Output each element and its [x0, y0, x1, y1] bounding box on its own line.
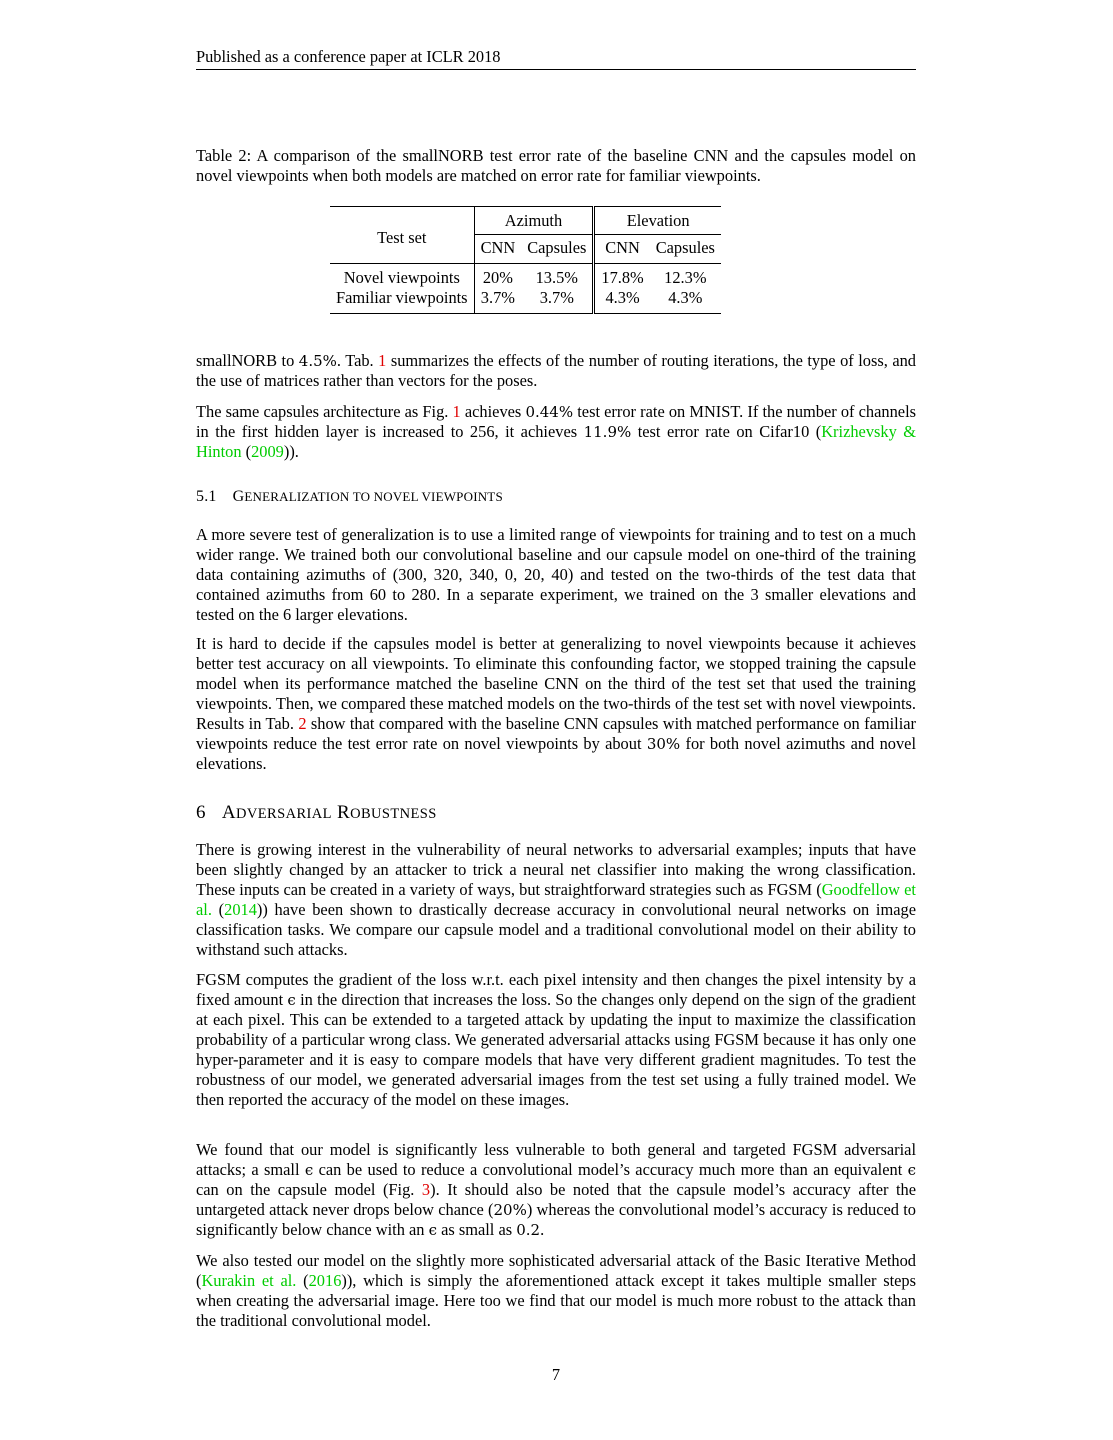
table-group-elevation: Elevation — [594, 207, 721, 235]
table-row — [330, 288, 721, 314]
paragraph: smallNORB to 4.5%. Tab. 1 summarizes the effects of the number of routing iterations, the type of loss, and the use of matrices rather than vectors for the poses. — [196, 351, 916, 390]
table-col-header: Capsules — [527, 238, 587, 257]
results-table — [330, 206, 721, 314]
table-cell: 13.5% — [535, 268, 578, 287]
subsection-heading: 5.1 GENERALIZATION TO NOVEL VIEWPOINTS — [196, 488, 503, 505]
table-col-header: Capsules — [655, 238, 715, 257]
citation-year-link[interactable]: 2009 — [251, 442, 284, 461]
citation-link[interactable]: Goodfellow et al. — [196, 880, 916, 919]
citation-year-link[interactable]: 2014 — [224, 900, 257, 919]
table-cell: 4.3% — [594, 288, 650, 314]
table-group-azimuth: Azimuth — [474, 207, 594, 235]
table-row-label: Novel viewpoints — [343, 268, 460, 287]
paragraph: We found that our model is significantly less vulnerable to both general and targeted FGSM adversarial attacks; a small ϵ can be used to reduce a convolutional model’s accuracy much more than an equivalent ϵ can on the capsule model (Fig. 3). It should also be noted that the capsule model’s accuracy after the untargeted attack never drops below chance (20%) whereas the convolutional model’s accuracy is reduced to significantly below chance with an ϵ as small as 0.2. — [196, 1140, 917, 1239]
table-row-label: Familiar viewpoints — [336, 288, 468, 307]
table-cell: 12.3% — [664, 268, 707, 287]
paragraph: A more severe test of generalization is to use a limited range of viewpoints for training and to test on a much wider range. We trained both our convolutional baseline and our capsule model on one-third of the training data containing azimuths of (300, 320, 340, 0, 20, 40) and tested on the two-thirds of the test data that contained azimuths from 60 to 280. In a separate experiment, we trained on the 3 smaller elevations and tested on the 6 larger elevations. — [196, 525, 916, 624]
figure-ref-link[interactable]: 1 — [452, 402, 461, 421]
paragraph: FGSM computes the gradient of the loss w.r.t. each pixel intensity and then changes the pixel intensity by a fixed amount ϵ in the direction that increases the loss. So the changes only depend on the sign of the gradient at each pixel. This can be extended to a targeted attack by updating the input to maximize the classification probability of a particular wrong class. We generated adversarial attacks using FGSM because it has only one hyper-parameter and it is easy to compare models that have very different gradient magnitudes. To test the robustness of our model, we generated adversarial images from the test set using a fully trained model. We then reported the accuracy of the model on these images. — [196, 970, 916, 1109]
paragraph: We also tested our model on the slightly more sophisticated adversarial attack of the Basic Iterative Method (Kurakin et al. (2016)), which is simply the aforementioned attack except it takes multiple smaller steps when creating the adversarial image. Here too we find that our model is much more robust to the attack than the traditional convolutional model. — [196, 1251, 917, 1330]
citation-link[interactable]: Krizhevsky & Hinton — [196, 422, 917, 461]
table-cell: 17.8% — [594, 264, 650, 289]
table-cell: 3.7% — [474, 288, 521, 314]
table-row — [330, 264, 721, 289]
table-caption: Table 2: A comparison of the smallNORB test error rate of the baseline CNN and the capsules model on novel viewpoints when both models are matched on error rate for familiar viewpoints. — [196, 146, 916, 185]
table-ref-link[interactable]: 2 — [298, 714, 307, 733]
paragraph: There is growing interest in the vulnerability of neural networks to adversarial examples; inputs that have been slightly changed by an attacker to trick a neural net classifier into making the wrong classification. These inputs can be created in a variety of ways, but straightforward strategies such as FGSM (Goodfellow et al. (2014)) have been shown to drastically decrease accuracy in convolutional neural networks on image classification tasks. We compare our capsule model and a traditional convolutional model on their ability to withstand such attacks. — [196, 840, 916, 959]
figure-ref-link[interactable]: 3 — [421, 1180, 431, 1199]
page-number: 7 — [551, 1365, 561, 1384]
table-cell: 20% — [474, 264, 521, 289]
table-col-header: CNN — [594, 235, 650, 264]
paragraph: The same capsules architecture as Fig. 1 achieves 0.44% test error rate on MNIST. If the number of channels in the first hidden layer is increased to 256, it achieves 11.9% test error rate on Cifar10 (Krizhevsky & Hinton (2009)). — [196, 402, 917, 461]
section-heading: 6 ADVERSARIAL ROBUSTNESS — [196, 802, 437, 823]
paragraph: It is hard to decide if the capsules model is better at generalizing to novel viewpoints because it achieves better test accuracy on all viewpoints. To eliminate this confounding factor, we stopped training the capsule model when its performance matched the baseline CNN on the third of the test set that used the training viewpoints. Then, we compared these matched models on the two-thirds of the test set with novel viewpoints. Results in Tab. 2 show that compared with the baseline CNN capsules with matched performance on familiar viewpoints reduce the test error rate on novel viewpoints by about 30% for both novel azimuths and novel elevations. — [196, 634, 917, 773]
table-header-test-set: Test set — [377, 228, 427, 247]
citation-year-link[interactable]: 2016 — [308, 1271, 342, 1290]
citation-link[interactable]: Kurakin et al. — [201, 1271, 297, 1290]
running-header: Published as a conference paper at ICLR 2018 — [196, 47, 916, 70]
table-col-header: CNN — [474, 235, 521, 264]
table-ref-link[interactable]: 1 — [378, 351, 387, 370]
table-cell: 3.7% — [539, 288, 574, 307]
table-cell: 4.3% — [668, 288, 703, 307]
